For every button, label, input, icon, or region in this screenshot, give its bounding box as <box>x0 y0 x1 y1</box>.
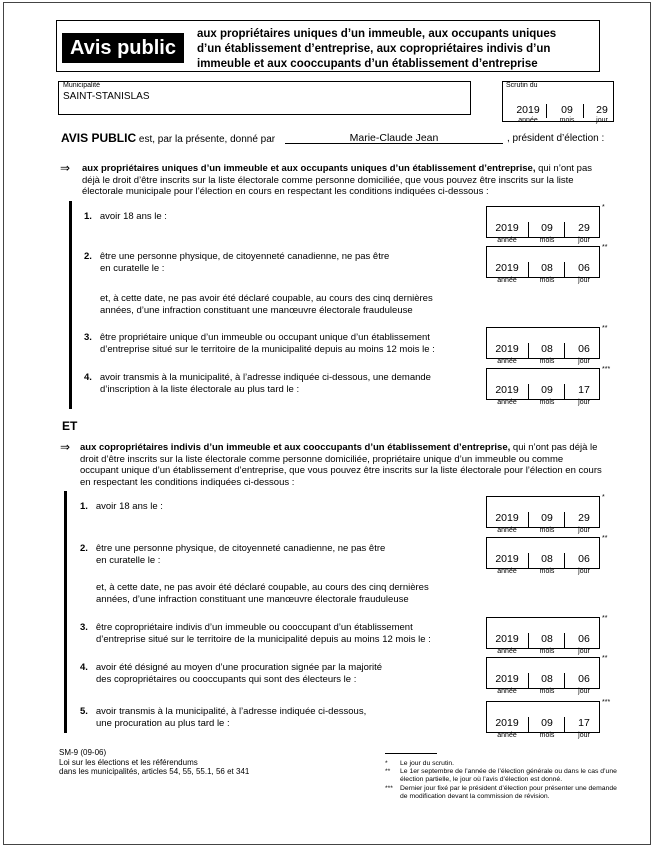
date-month: 08 <box>541 673 553 685</box>
section1-intro <box>82 163 616 198</box>
date-divider <box>528 717 529 732</box>
s2-item-5: 5. avoir transmis à la municipalité, à l’adresse indiquée ci-dessous, une procuration au plus tard le : <box>80 706 367 729</box>
date-divider <box>564 512 565 527</box>
section1-intro-line: déjà le droit d’être inscrits sur la liste électorale comme personne domiciliée, que vous pouvez être inscrits sur la liste <box>82 174 574 186</box>
date-year: 2019 <box>495 673 519 685</box>
notes-rule <box>385 753 437 754</box>
date-month-label: mois <box>539 648 555 655</box>
date-divider <box>528 553 529 568</box>
date-divider <box>546 104 547 118</box>
date-day: 06 <box>578 633 590 645</box>
date-day-label: jour <box>578 527 590 534</box>
avis-bold: AVIS PUBLIC <box>61 131 137 145</box>
section2-intro-line: droit d’être inscrits sur la liste électorale comme personne domiciliée, propriétaire unique d’un immeuble ou comme <box>80 453 564 465</box>
date-year: 2019 <box>495 512 519 524</box>
date-divider <box>564 262 565 277</box>
president-name[interactable]: Marie-Claude Jean <box>349 132 439 144</box>
footnote-mark: * <box>602 494 605 501</box>
date-day: 29 <box>578 512 590 524</box>
date-month-label: mois <box>539 527 555 534</box>
date-month-label: mois <box>539 237 555 244</box>
header-title-line: d’un établissement d’entreprise, aux copropriétaires indivis d’un <box>197 43 551 56</box>
date-year-label: année <box>497 399 517 406</box>
date-year-label: année <box>497 732 517 739</box>
et-separator: ET <box>62 419 78 433</box>
date-month-label: mois <box>539 568 555 575</box>
section1-bar <box>69 201 72 409</box>
scrutin-year: 2019 <box>516 104 540 116</box>
s1-item-2b: et, à cette date, ne pas avoir été déclaré coupable, au cours des cinq dernières années, d’une infraction constituant une manœuvre électorale frauduleuse <box>100 293 433 316</box>
date-month-label: mois <box>539 732 555 739</box>
footnote-text: Dernier jour fixé par le président d’élection pour présenter une demande de modification devant la commission de révision. <box>400 785 617 801</box>
footnote-mark: *** <box>602 699 611 706</box>
footnote-mark: ** <box>602 535 608 542</box>
footnote-mark: ** <box>602 615 608 622</box>
section2-bar <box>64 491 67 733</box>
s2-item-2b: et, à cette date, ne pas avoir été déclaré coupable, au cours des cinq dernières années, d’une infraction constituant une manœuvre électorale frauduleuse <box>96 582 429 605</box>
law-line: dans les municipalités, articles 54, 55, 55.1, 56 et 341 <box>59 767 250 777</box>
date-divider <box>528 262 529 277</box>
date-divider <box>564 553 565 568</box>
municipality-value: SAINT-STANISLAS <box>63 91 150 102</box>
date-day-label: jour <box>578 358 590 365</box>
date-day-label: jour <box>578 648 590 655</box>
date-year: 2019 <box>495 633 519 645</box>
arrow-icon: ⇒ <box>60 440 71 454</box>
date-divider <box>583 104 584 118</box>
date-day: 29 <box>578 222 590 234</box>
date-day: 17 <box>578 717 590 729</box>
date-year-label: année <box>497 568 517 575</box>
avis-text2: , président d’élection : <box>507 133 605 144</box>
section2-intro-line: occupant unique d’un établissement d’entreprise, que vous pouvez être inscrits sur la liste électorale pour l’élection en cours <box>80 465 602 477</box>
date-divider <box>528 512 529 527</box>
date-day: 06 <box>578 673 590 685</box>
footnote-mark: *** <box>385 785 393 792</box>
form-code: SM-9 (09-06) <box>59 748 107 757</box>
footnote-mark: ** <box>602 325 608 332</box>
s2-item-3: 3. être copropriétaire indivis d’un immeuble ou cooccupant d’un établissement d’entreprise situé sur le territoire de la municipalité depuis au moins 12 mois le : <box>80 622 431 645</box>
scrutin-month-label: mois <box>559 117 575 124</box>
date-divider <box>564 673 565 688</box>
date-year-label: année <box>497 648 517 655</box>
date-day-label: jour <box>578 688 590 695</box>
date-year-label: année <box>497 527 517 534</box>
date-month-label: mois <box>539 358 555 365</box>
scrutin-month: 09 <box>561 104 573 116</box>
date-year: 2019 <box>495 384 519 396</box>
footnote-mark: ** <box>602 244 608 251</box>
s1-item-3: 3. être propriétaire unique d’un immeuble ou occupant unique d’un établissement d’entreprise situé sur le territoire de la municipalité depuis au moins 12 mois le : <box>84 332 435 355</box>
header-title-line: immeuble et aux cooccupants d’un établissement d’entreprise <box>197 58 538 71</box>
date-month: 09 <box>541 512 553 524</box>
s1-item-4: 4. avoir transmis à la municipalité, à l’adresse indiquée ci-dessous, une demande d’inscription à la liste électorale au plus tard le : <box>84 372 431 395</box>
s1-item-2: 2. être une personne physique, de citoyenneté canadienne, ne pas être en curatelle le : <box>84 251 390 274</box>
date-year-label: année <box>497 358 517 365</box>
footer-law <box>59 748 249 777</box>
date-year-label: année <box>497 688 517 695</box>
date-year: 2019 <box>495 262 519 274</box>
footnote-mark: * <box>602 204 605 211</box>
date-year: 2019 <box>495 553 519 565</box>
date-divider <box>528 673 529 688</box>
s2-item-2: 2. être une personne physique, de citoyenneté canadienne, ne pas être en curatelle le : <box>80 543 386 566</box>
date-month: 08 <box>541 343 553 355</box>
date-day-label: jour <box>578 277 590 284</box>
date-divider <box>564 633 565 648</box>
date-year: 2019 <box>495 222 519 234</box>
header-title-line: aux propriétaires uniques d’un immeuble, aux occupants uniques <box>197 28 557 40</box>
s2-item-1: 1. avoir 18 ans le : <box>80 501 163 512</box>
date-day-label: jour <box>578 399 590 406</box>
footnote-mark: ** <box>602 655 608 662</box>
date-divider <box>528 384 529 399</box>
avis-text1: est, par la présente, donné par <box>138 134 276 145</box>
header-title <box>197 27 556 73</box>
date-year-label: année <box>497 237 517 244</box>
date-month: 09 <box>541 222 553 234</box>
date-year: 2019 <box>495 717 519 729</box>
section2-intro <box>80 442 616 488</box>
date-day: 06 <box>578 553 590 565</box>
date-day-label: jour <box>578 732 590 739</box>
date-year: 2019 <box>495 343 519 355</box>
section2-intro-line: en respectant les conditions indiquées ci-dessous : <box>80 476 295 488</box>
date-divider <box>564 384 565 399</box>
footnote-text: Le jour du scrutin. <box>400 760 455 767</box>
date-divider <box>528 633 529 648</box>
scrutin-label: Scrutin du <box>506 82 538 89</box>
section1-intro-line: électorale municipale pour l’élection en cours en respectant les conditions indiquées ci-dessous : <box>82 186 489 198</box>
date-day-label: jour <box>578 568 590 575</box>
footnote-mark: * <box>385 760 388 767</box>
date-day: 17 <box>578 384 590 396</box>
law-line: Loi sur les élections et les référendums <box>59 757 198 767</box>
date-day: 06 <box>578 262 590 274</box>
s1-item-1: 1. avoir 18 ans le : <box>84 211 167 222</box>
section2-intro-line1: aux copropriétaires indivis d’un immeuble et aux cooccupants d’un établissement d’entreprise, qui n’ont pas déjà le <box>80 442 598 453</box>
date-year-label: année <box>497 277 517 284</box>
footnote-text: Le 1er septembre de l’année de l’élection générale ou dans le cas d’une élection partielle, le jour où l’avis d’élection est donné. <box>400 768 617 784</box>
date-month-label: mois <box>539 688 555 695</box>
date-month: 09 <box>541 717 553 729</box>
scrutin-day-label: jour <box>596 117 608 124</box>
date-month: 08 <box>541 633 553 645</box>
date-divider <box>564 717 565 732</box>
scrutin-year-label: année <box>518 117 538 124</box>
date-month: 09 <box>541 384 553 396</box>
footnote-mark: *** <box>602 366 611 373</box>
date-month: 08 <box>541 553 553 565</box>
s2-item-4: 4. avoir été désigné au moyen d’une procuration signée par la majorité des copropriétaires ou cooccupants qui sont des électeurs le : <box>80 662 383 685</box>
municipality-label: Municipalité <box>63 82 100 89</box>
date-month: 08 <box>541 262 553 274</box>
scrutin-day: 29 <box>596 104 608 116</box>
date-month-label: mois <box>539 399 555 406</box>
avis-statement <box>61 131 275 145</box>
date-divider <box>564 343 565 358</box>
footnote-mark: ** <box>385 768 391 775</box>
date-divider <box>528 222 529 237</box>
date-divider <box>528 343 529 358</box>
date-divider <box>564 222 565 237</box>
arrow-icon: ⇒ <box>60 161 71 175</box>
avis-public-badge: Avis public <box>62 33 184 63</box>
date-day-label: jour <box>578 237 590 244</box>
date-month-label: mois <box>539 277 555 284</box>
section1-intro-line1: aux propriétaires uniques d’un immeuble et aux occupants uniques d’un établissement d’entreprise, qui n’ont pas <box>82 163 592 174</box>
date-day: 06 <box>578 343 590 355</box>
